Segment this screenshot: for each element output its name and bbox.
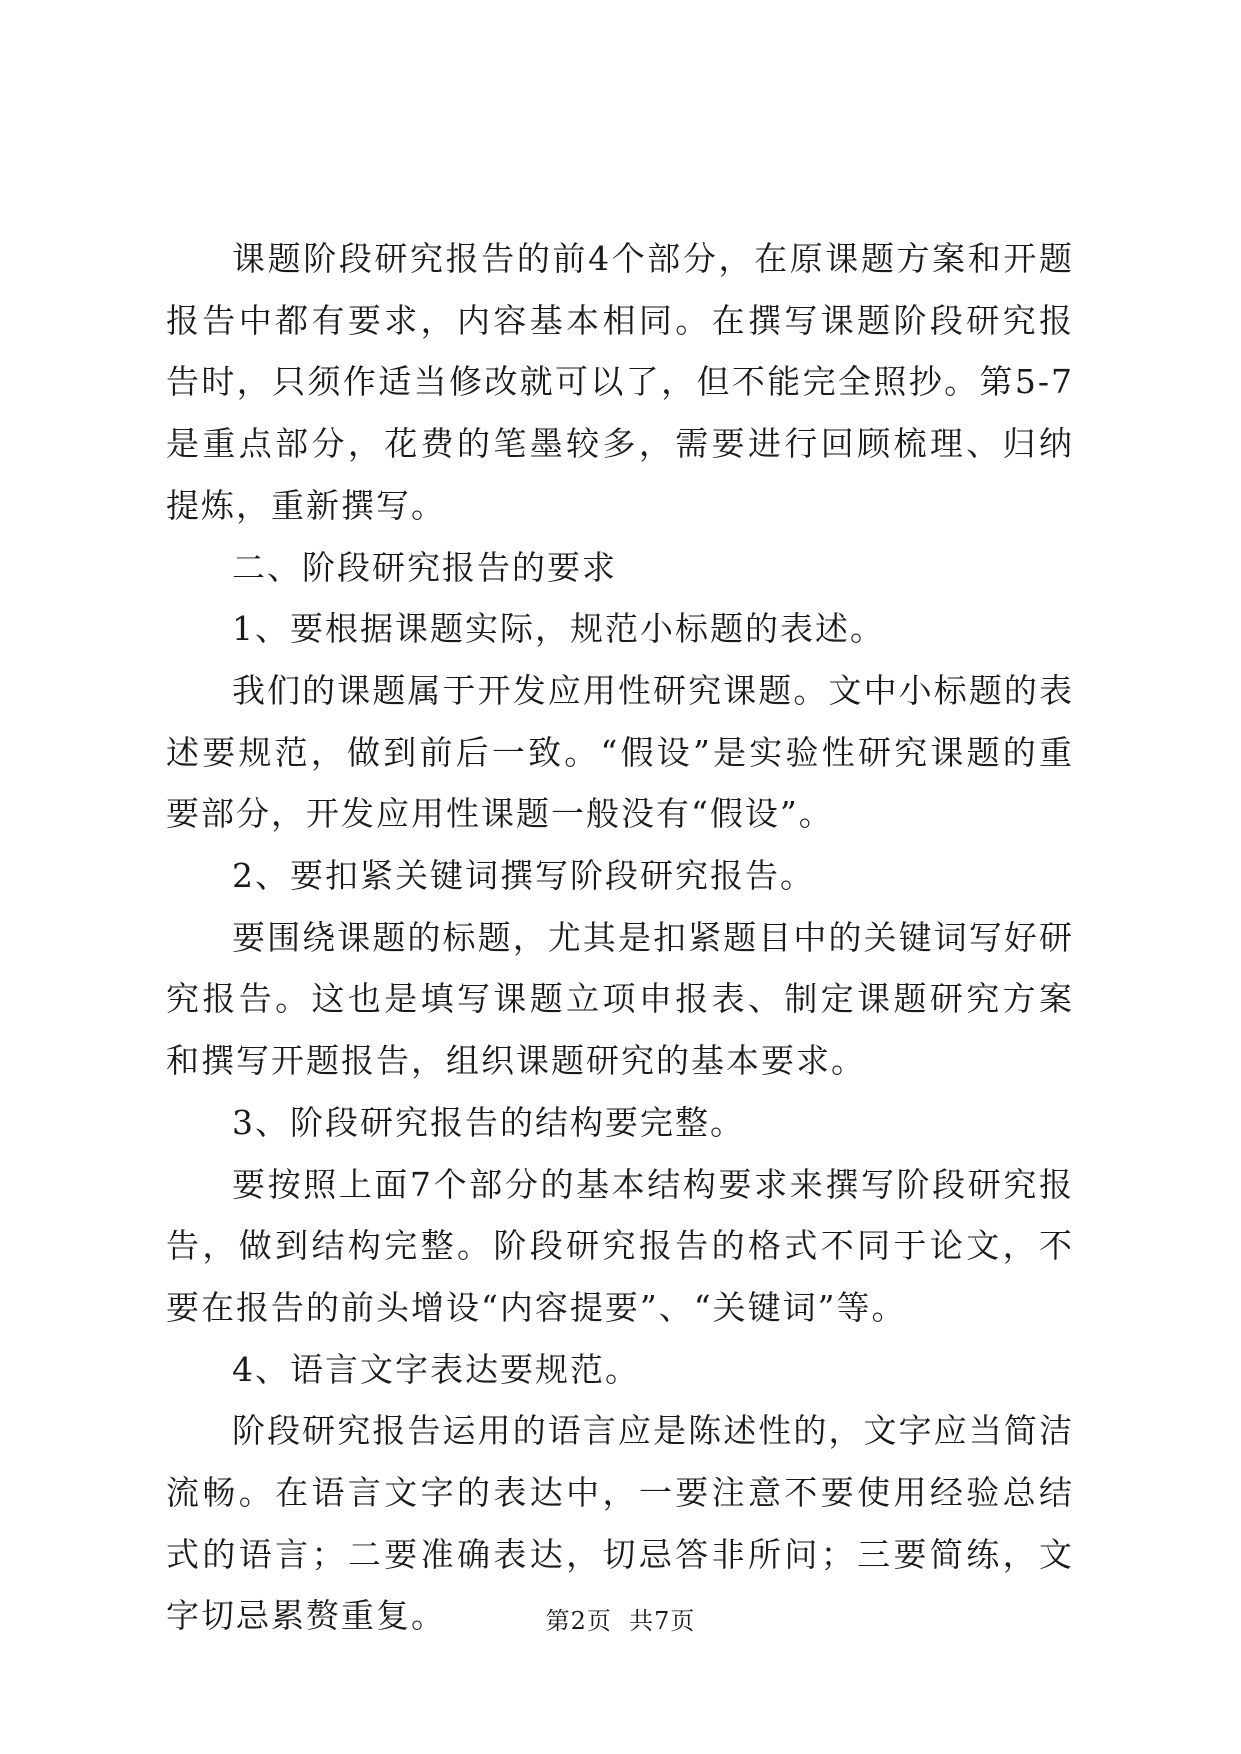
subheading: 3、阶段研究报告的结构要完整。 — [232, 1102, 745, 1142]
paragraph: 要围绕课题的标题，尤其是扣紧题目中的关键词写好研究报告。这也是填写课题立项申报表、制定课题研究方案和撰写开题报告，组织课题研究的基本要求。 — [166, 917, 1074, 1081]
paragraph: 要按照上面7个部分的基本结构要求来撰写阶段研究报告，做到结构完整。阶段研究报告的格式不同于论文，不要在报告的前头增设“内容提要”、“关键词”等。 — [166, 1164, 1074, 1327]
subheading: 1、要根据课题实际，规范小标题的表述。 — [232, 609, 885, 649]
subheading: 4、语言文字表达要规范。 — [232, 1349, 640, 1389]
subheading: 2、要扣紧关键词撰写阶段研究报告。 — [232, 856, 815, 896]
page-footer: 第2页 共7页 — [545, 1607, 696, 1635]
paragraph: 我们的课题属于开发应用性研究课题。文中小标题的表述要规范，做到前后一致。“假设”是实验性研究课题的重要部分，开发应用性课题一般没有“假设”。 — [166, 670, 1074, 834]
paragraph: 课题阶段研究报告的前4个部分，在原课题方案和开题报告中都有要求，内容基本相同。在撰写课题阶段研究报告时，只须作适当修改就可以了，但不能完全照抄。第5-7是重点部分，花费的笔墨较多，需要进行回顾梳理、归纳提炼，重新撰写。 — [166, 239, 1074, 525]
section-heading: 二、阶段研究报告的要求 — [232, 547, 617, 587]
document-body — [166, 228, 1074, 1647]
paragraph: 阶段研究报告运用的语言应是陈述性的，文字应当简洁流畅。在语言文字的表达中，一要注意不要使用经验总结式的语言；二要准确表达，切忌答非所问；三要简练，文字切忌累赘重复。 — [166, 1411, 1074, 1636]
